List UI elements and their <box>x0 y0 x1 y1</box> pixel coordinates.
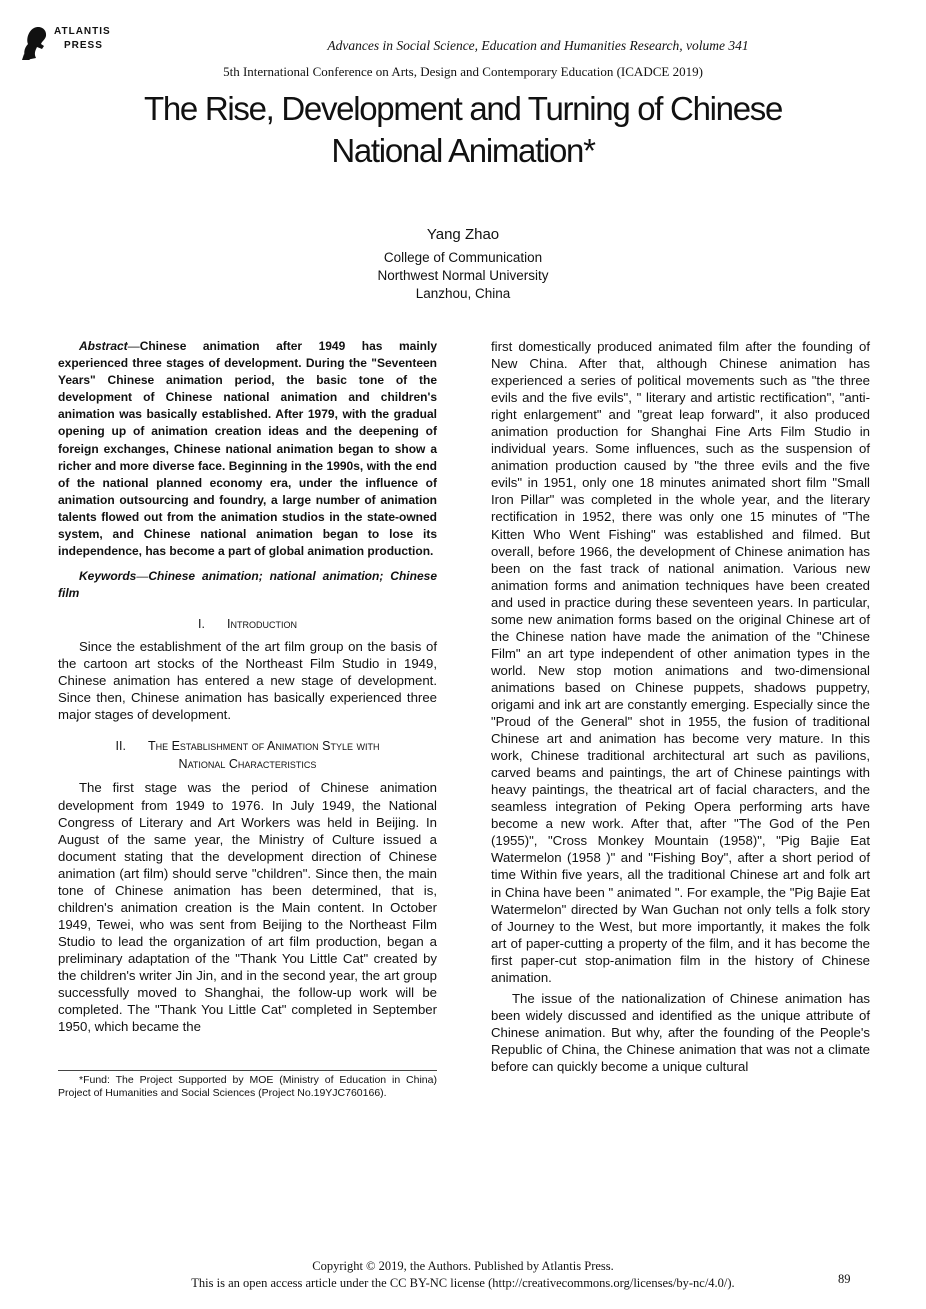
body-paragraph-2: The issue of the nationalization of Chinese animation has been widely discussed and identified as the unique attribute of Chinese animation. But why, after the founding of the People's Republic of China, the Chinese animation that was not a climate before can quickly become a unique cultural <box>491 990 870 1074</box>
author-name: Yang Zhao <box>426 226 500 243</box>
copyright-line-2: This is an open access article under the CC BY-NC license (http://creativecommons.org/licenses/by-nc/4.0/). <box>191 1276 735 1290</box>
abstract <box>58 338 437 560</box>
abstract-label: Abstract <box>79 339 128 353</box>
logo-text-press: PRESS <box>64 40 103 51</box>
section-number: II. <box>115 739 126 754</box>
intro-paragraph: Since the establishment of the art film group on the basis of the cartoon art stocks of the Northeast Film Studio in 1949, Chinese animation has entered a new stage of development. Since then, Chinese animation has basically experienced three major stages of development. <box>58 639 437 723</box>
conference-header: 5th International Conference on Arts, Design and Contemporary Education (ICADCE 2019) <box>223 64 703 79</box>
section-title: Introduction <box>226 617 297 632</box>
footnote: *Fund: The Project Supported by MOE (Ministry of Education in China) Project of Humanities and Social Sciences (Project No.19YJC760166). <box>58 1074 437 1099</box>
keywords-dash: — <box>136 569 149 584</box>
section-heading-establishment <box>58 737 437 773</box>
section-number: I. <box>198 617 205 632</box>
paper-title <box>40 88 886 172</box>
publisher-logo <box>20 24 130 64</box>
affiliation-city: Lanzhou, China <box>415 286 511 301</box>
title-line-2: National Animation* <box>331 132 595 169</box>
copyright-footer <box>0 1258 926 1292</box>
section2-paragraph: The first stage was the period of Chinese animation development from 1949 to 1976. In July 1949, the National Congress of Literary and Art Workers was held in Beijing. In August of the same year, the Ministry of Culture issued a document stating that the development direction of Chinese animation (art film) should serve "children". Since then, the main tone of Chinese animation has been determined, that is, children's animation creation is the Main content. In October 1949, Tewei, who was sent from Beijing to the Northeast Film Studio to lead the organization of art film production, began a preliminary adaptation of the "Thank You Little Cat" created by the children's writer Jin Jin, and in the second year, the art group successfully moved to Shanghai, the follow-up work will be completed. The "Thank You Little Cat" completed in September 1950, which became the <box>58 780 437 1035</box>
thinker-logo-icon <box>20 24 52 62</box>
footnote-divider <box>58 1070 437 1071</box>
keywords-text: Chinese animation; national animation; Chinese film <box>58 569 437 601</box>
affiliation-college: College of Communication <box>383 250 543 265</box>
section-heading-introduction <box>58 615 437 633</box>
keywords-label: Keywords <box>79 569 137 584</box>
page-number: 89 <box>838 1272 851 1286</box>
keywords <box>58 568 437 602</box>
logo-text-atlantis: ATLANTIS <box>54 26 111 37</box>
left-column <box>58 338 437 1035</box>
copyright-line-1: Copyright © 2019, the Authors. Published by Atlantis Press. <box>312 1259 614 1273</box>
body-paragraph-1: first domestically produced animated film after the founding of New China. After that, although Chinese animation has experienced a series of political movements such as "the three evils and the five evils", " literary and artistic rectification", "anti-right enlargement" and "great leap forward", it also produced animation production for Shanghai Fine Arts Film Studio in individual years. Some influences, such as the suspension of animation production caused by "the three evils and the five evils" in 1951, only one 18 minutes animated short film "Small Iron Pillar" was completed in the whole year, and the literary rectification in 1952, there was only one 15 minutes of "The Kitten Who Went Fishing" was established and filmed. But overall, before 1966, the development of Chinese animation has been on the fast track of national animation. Various new animation forms and animation techniques have been created and used in practice during these seventeen years. In particular, some new animation forms based on the original Chinese art of the Chinese nation have made the animation of the "Chinese Film" an art type independent of other animation types in the world. New stop motion animations and two-dimensional animations based on Chinese puppets, shadows puppetry, origami and ink art are constantly emerging. Especially since the "Proud of the General" shot in 1955, the fusion of traditional Chinese art and animation has become very mature. In this work, Chinese traditional architectural art such as pavilions, carved beams and paintings, the art of Chinese paintings with heavy paintings, the theatrical art of facial characters, and the seamless integration of Peking Opera performing arts have become a new work. After that, after "The God of the Pen (1955)", "Cross Monkey Mountain (1958)", "Pig Bajie Eat Watermelon (1958 )" and "Fishing Boy", after a short period of time Within five years, all the traditional Chinese art and folk art in China have been " animated ". For example, the "Pig Bajie Eat Watermelon" directed by Wan Guchan not only tells a folk story of Journey to the West, but more importantly, it makes the folk art of paper-cutting a property of the film, and it has become the first paper-cut stop-animation film in the history of Chinese animation. <box>491 339 870 985</box>
author-affiliation <box>0 249 926 303</box>
section-title-line-2: National Characteristics <box>178 757 317 772</box>
affiliation-university: Northwest Normal University <box>377 268 549 283</box>
abstract-dash: — <box>127 339 140 353</box>
right-column <box>491 338 870 1075</box>
section-title-line-1: The Establishment of Animation Style with <box>147 739 380 754</box>
journal-header: Advances in Social Science, Education and Humanities Research, volume 341 <box>327 38 749 53</box>
title-line-1: The Rise, Development and Turning of Chinese <box>143 90 783 127</box>
abstract-text: Chinese animation after 1949 has mainly experienced three stages of development. During the "Seventeen Years" Chinese animation period, the basic tone of the development of Chinese national animation and children's animation was basically established. After 1979, with the gradual opening up of animation creation ideas and the deepening of foreign exchanges, Chinese national animation began to show a richer and more diverse face. Beginning in the 1990s, with the end of the national planned economy era, under the influence of animation outsourcing and foundry, a large number of animation talents flowed out from the animation studios in the state-owned system, and Chinese national animation began to lose its independence, has become a part of global animation production. <box>58 339 437 559</box>
